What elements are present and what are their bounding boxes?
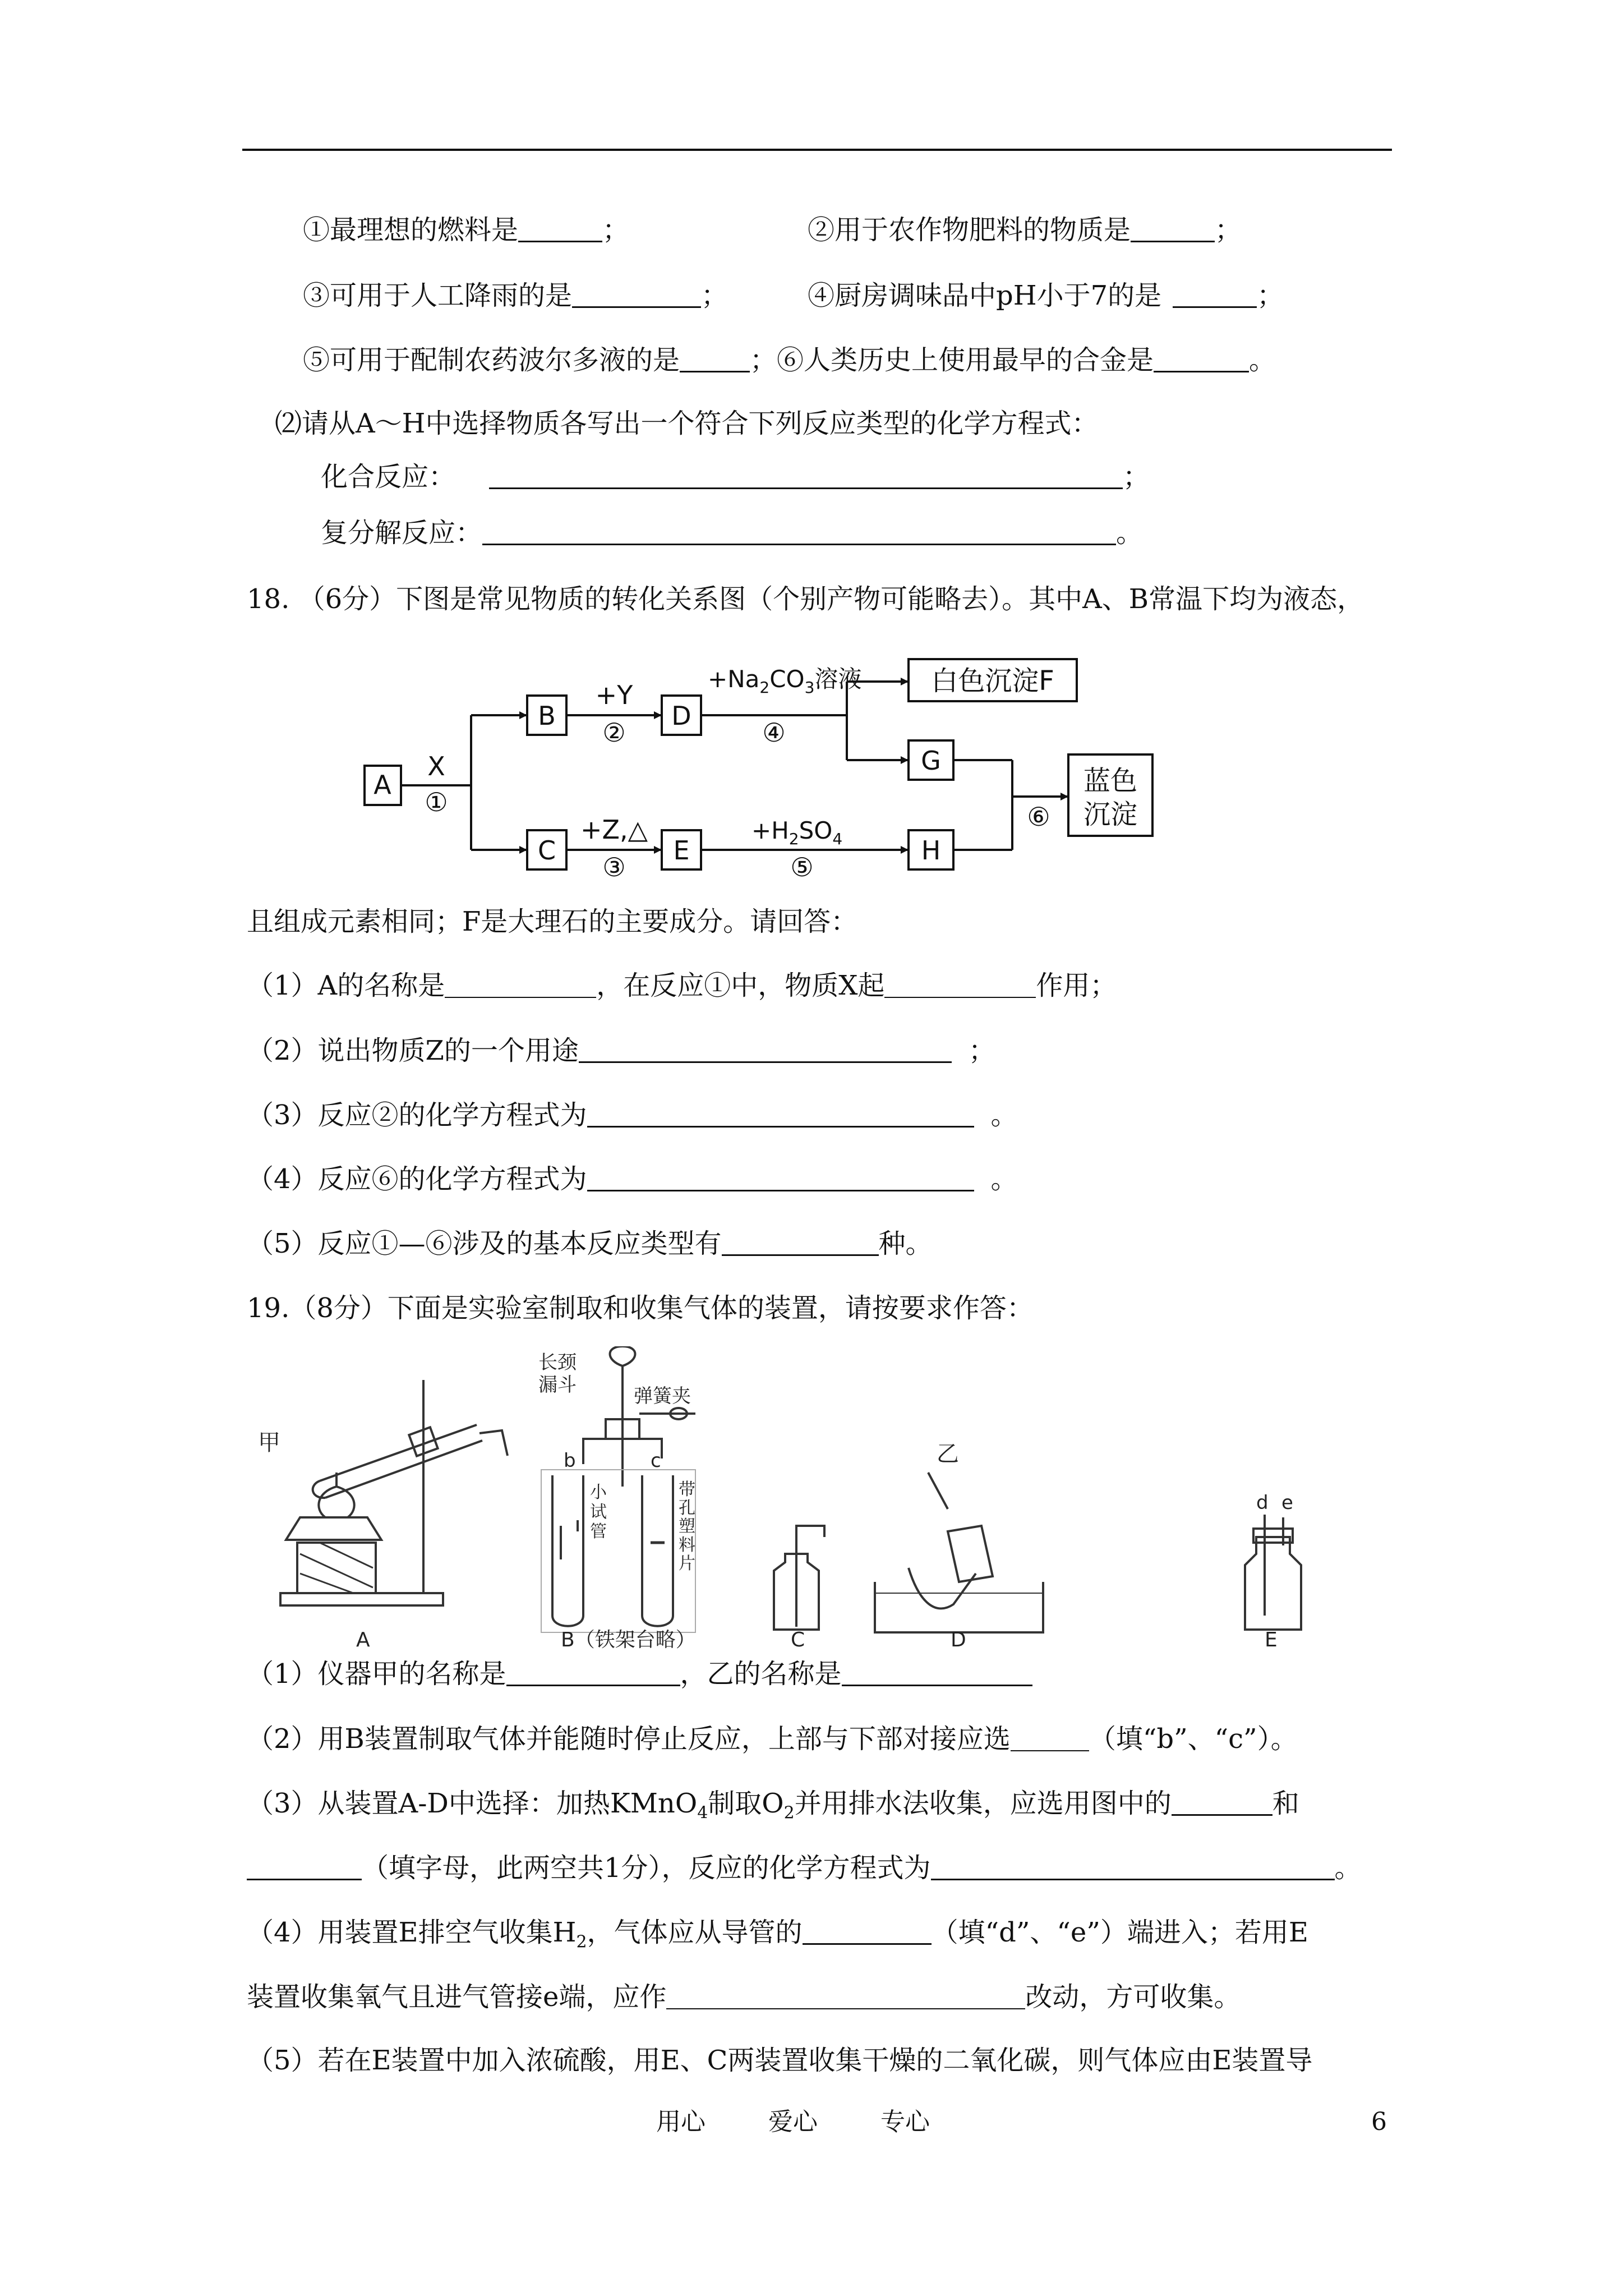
label-X: X xyxy=(427,751,445,781)
q19-answer-3-cont: （填字母，此两空共1分），反应的化学方程式为 。 xyxy=(247,1851,1362,1885)
label-clip: 弹簧夹 xyxy=(634,1385,691,1407)
q19-answer-3: （3）从装置A-D中选择：加热KMnO$_4$制取$O_2$并用排水法收集，应选用图中的 和 xyxy=(247,1788,1299,1823)
label-B: B xyxy=(538,701,556,731)
q19-apparatus-figure xyxy=(247,1346,1424,1649)
q17-item-3: ③可用于人工降雨的是 ； xyxy=(303,280,728,311)
label-D: D xyxy=(671,701,691,731)
q17-item-2: ②用于农作物肥料的物质是 ； xyxy=(808,214,1242,246)
q17-item-5: ⑤可用于配制农药波尔多液的是 ；⑥人类历史上使用最早的合金是 。 xyxy=(303,344,1276,376)
label-plate-4: 料 xyxy=(679,1535,695,1555)
num-2: ② xyxy=(602,717,626,748)
apparatus-E-bottle xyxy=(1245,1515,1301,1630)
label-yi: 乙 xyxy=(937,1441,959,1467)
num-6: ⑥ xyxy=(1027,802,1050,832)
q18-answer-4: （4）反应⑥的化学方程式为 。 xyxy=(247,1163,1018,1195)
q17-combination: 化合反应： ； xyxy=(321,461,1150,493)
label-c: c xyxy=(651,1450,661,1472)
footer-text-1: 用心 xyxy=(656,2108,706,2136)
label-funnel-2: 漏斗 xyxy=(538,1374,577,1396)
label-blue-2: 沉淀 xyxy=(1083,799,1138,830)
footer-text-3: 专心 xyxy=(880,2108,930,2136)
q19-answer-5: （5）若在E装置中加入浓硫酸，用E、C两装置收集干燥的二氧化碳，则气体应由E装置导 xyxy=(247,2045,1313,2076)
q19-answer-2: （2）用B装置制取气体并能随时停止反应，上部与下部对接应选 （填“b”、“c”）。 xyxy=(247,1723,1298,1755)
label-na2co3: $+Na_2CO_3$溶液 xyxy=(708,665,862,697)
num-5: ⑤ xyxy=(790,852,814,882)
label-D-apparatus: D xyxy=(951,1628,966,1649)
q18-answer-1: （1）A的名称是 ，在反应①中，物质X起 作用； xyxy=(247,970,1117,1001)
label-B-apparatus: B（铁架台略） xyxy=(561,1628,696,1649)
label-plate-2: 孔 xyxy=(679,1498,695,1518)
label-E: E xyxy=(673,835,690,866)
footer-text-2: 爱心 xyxy=(768,2108,818,2136)
label-tube-3: 管 xyxy=(590,1522,607,1542)
q19-answer-1: （1）仪器甲的名称是 ，乙的名称是 xyxy=(247,1657,1032,1691)
label-plate-5: 片 xyxy=(679,1554,695,1573)
q19-answer-4-cont: 装置收集氧气且进气管接e端，应作 改动，方可收集。 xyxy=(247,1981,1241,2013)
q17-item-1: ①最理想的燃料是 ； xyxy=(303,214,630,246)
num-1: ① xyxy=(425,787,448,817)
label-G: G xyxy=(921,746,941,776)
label-plate-3: 塑 xyxy=(679,1517,695,1536)
label-d: d xyxy=(1256,1492,1269,1514)
q18-answer-5: （5）反应①—⑥涉及的基本反应类型有 种。 xyxy=(247,1228,933,1259)
num-4: ④ xyxy=(762,717,786,748)
label-e: e xyxy=(1281,1492,1293,1514)
label-F: 白色沉淀F xyxy=(931,665,1054,697)
q17-item-4: ④厨房调味品中pH小于7的是 ； xyxy=(808,280,1284,311)
num-3: ③ xyxy=(602,852,626,882)
page-number: 6 xyxy=(1371,2108,1387,2136)
q19-answer-4: （4）用装置E排空气收集$H_2$，气体应从导管的 （填“d”、“e”）端进入；若用E xyxy=(247,1917,1308,1952)
apparatus-C-bottle xyxy=(774,1526,824,1630)
header-rule xyxy=(242,149,1392,151)
label-plusZ: +Z,△ xyxy=(580,815,648,845)
apparatus-D-trough xyxy=(875,1473,1043,1632)
apparatus-A-heating xyxy=(280,1380,508,1605)
q18-conversion-diagram xyxy=(353,645,1223,886)
label-tube-1: 小 xyxy=(590,1483,607,1502)
q17-double-decomposition: 复分解反应： 。 xyxy=(321,517,1144,549)
label-funnel-1: 长颈 xyxy=(538,1351,577,1374)
q17-part-2: ⑵请从A～H中选择物质各写出一个符合下列反应类型的化学方程式： xyxy=(275,408,1099,439)
label-h2so4: $+H_2SO_4$ xyxy=(751,817,843,848)
q19-stem: 19.（8分）下面是实验室制取和收集气体的装置，请按要求作答： xyxy=(247,1292,1034,1324)
label-A: A xyxy=(374,770,391,800)
label-tube-2: 试 xyxy=(590,1502,607,1522)
label-plusY: +Y xyxy=(595,680,633,710)
label-blue-1: 蓝色 xyxy=(1083,765,1138,797)
label-b: b xyxy=(564,1450,576,1472)
q18-stem: 18. （6分）下图是常见物质的转化关系图（个别产物可能略去）。其中A、B常温下均为液态， xyxy=(247,583,1364,615)
q18-answer-3: （3）反应②的化学方程式为 。 xyxy=(247,1099,1018,1131)
label-jia: 甲 xyxy=(258,1430,280,1456)
label-C-apparatus: C xyxy=(791,1628,805,1649)
label-H: H xyxy=(921,835,941,866)
q18-stem-cont: 且组成元素相同；F是大理石的主要成分。请回答： xyxy=(247,906,858,937)
label-plate-1: 带 xyxy=(679,1480,695,1499)
label-E-apparatus: E xyxy=(1265,1628,1278,1649)
q18-answer-2: （2）说出物质Z的一个用途 ； xyxy=(247,1035,995,1066)
label-A-apparatus: A xyxy=(356,1628,370,1649)
label-C: C xyxy=(537,835,556,866)
